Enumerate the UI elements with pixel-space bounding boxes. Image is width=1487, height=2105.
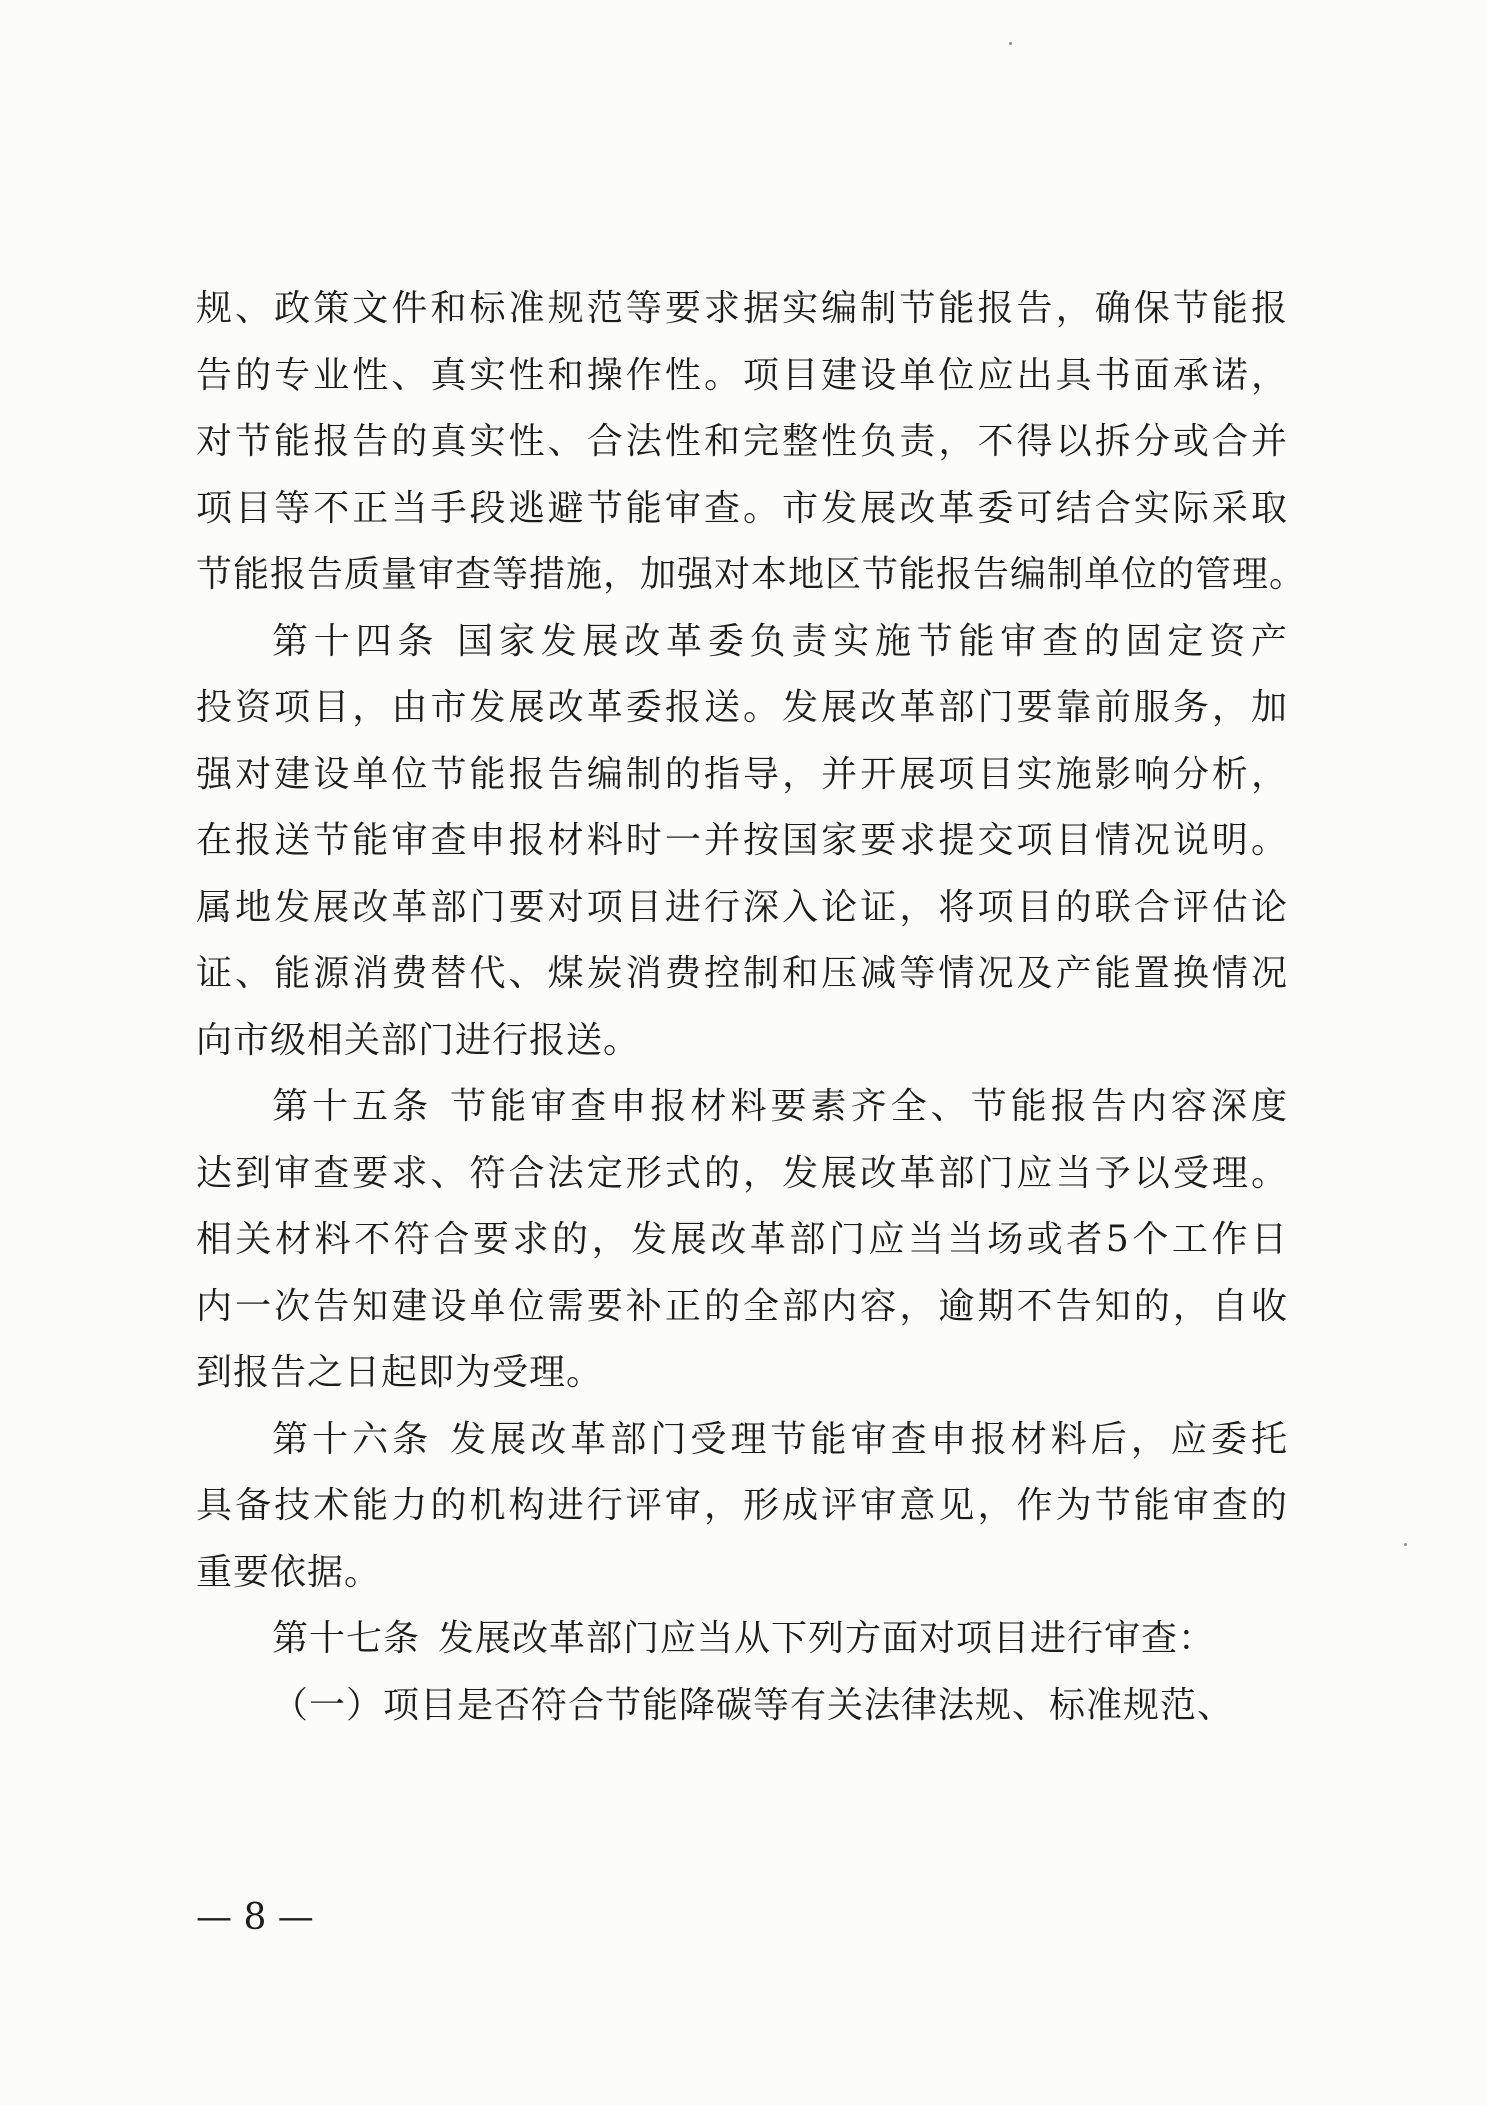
- text-line: 告的专业性、真实性和操作性。项目建设单位应出具书面承诺，: [196, 354, 1288, 396]
- text-line: 属地发展改革部门要对项目进行深入论证，将项目的联合评估论: [196, 886, 1288, 928]
- text-line: 在报送节能审查申报材料时一并按国家要求提交项目情况说明。: [196, 820, 1288, 861]
- text-line: 向市级相关部门进行报送。: [196, 1019, 641, 1061]
- text-line: 规、政策文件和标准规范等要求据实编制节能报告，确保节能报: [196, 288, 1288, 329]
- list-item: （一）项目是否符合节能降碳等有关法律法规、标准规范、: [272, 1684, 1235, 1726]
- text-line: 相关材料不符合要求的，发展改革部门应当当场或者5个工作日: [196, 1219, 1288, 1260]
- text-line: 节能报告质量审查等措施，加强对本地区节能报告编制单位的管理。: [196, 554, 1307, 595]
- text-line: 投资项目，由市发展改革委报送。发展改革部门要靠前服务，加: [196, 687, 1288, 728]
- text-line: 内一次告知建设单位需要补正的全部内容，逾期不告知的，自收: [196, 1285, 1288, 1327]
- text-line: 证、能源消费替代、煤炭消费控制和压减等情况及产能置换情况: [196, 953, 1288, 994]
- document-body: [196, 276, 1307, 1739]
- article-16-first-line: [196, 1407, 1288, 1474]
- scan-speck: [1009, 42, 1012, 45]
- article-14-first-line: [196, 609, 1288, 676]
- article-17-first-line: [196, 1606, 1288, 1673]
- article-17-heading: 第十七条: [272, 1618, 421, 1659]
- page-number: — 8 —: [196, 1897, 314, 1938]
- article-15-first-line: [196, 1074, 1288, 1141]
- text-line: 项目等不正当手段逃避节能审查。市发展改革委可结合实际采取: [196, 487, 1288, 529]
- article-14-heading: 第十四条: [272, 620, 440, 662]
- article-17-text: 发展改革部门应当从下列方面对项目进行审查：: [438, 1618, 1216, 1659]
- text-line: 强对建设单位节能报告编制的指导，并开展项目实施影响分析，: [196, 753, 1288, 795]
- text-line: 重要依据。: [196, 1551, 382, 1593]
- text-line: 对节能报告的真实性、合法性和完整性负责，不得以拆分或合并: [196, 421, 1288, 462]
- article-15-text: 节能审查申报材料要素齐全、节能报告内容深度: [450, 1086, 1288, 1127]
- article-16-heading: 第十六条: [272, 1418, 433, 1460]
- text-line: 到报告之日起即为受理。: [196, 1352, 604, 1393]
- article-14-text: 国家发展改革委负责实施节能审查的固定资产: [457, 620, 1288, 662]
- article-16-text: 发展改革部门受理节能审查申报材料后，应委托: [450, 1418, 1288, 1460]
- scan-speck: [1404, 1543, 1407, 1546]
- article-15-heading: 第十五条: [272, 1086, 433, 1127]
- text-line: 具备技术能力的机构进行评审，形成评审意见，作为节能审查的: [196, 1485, 1288, 1526]
- text-line: 达到审查要求、符合法定形式的，发展改革部门应当予以受理。: [196, 1152, 1288, 1194]
